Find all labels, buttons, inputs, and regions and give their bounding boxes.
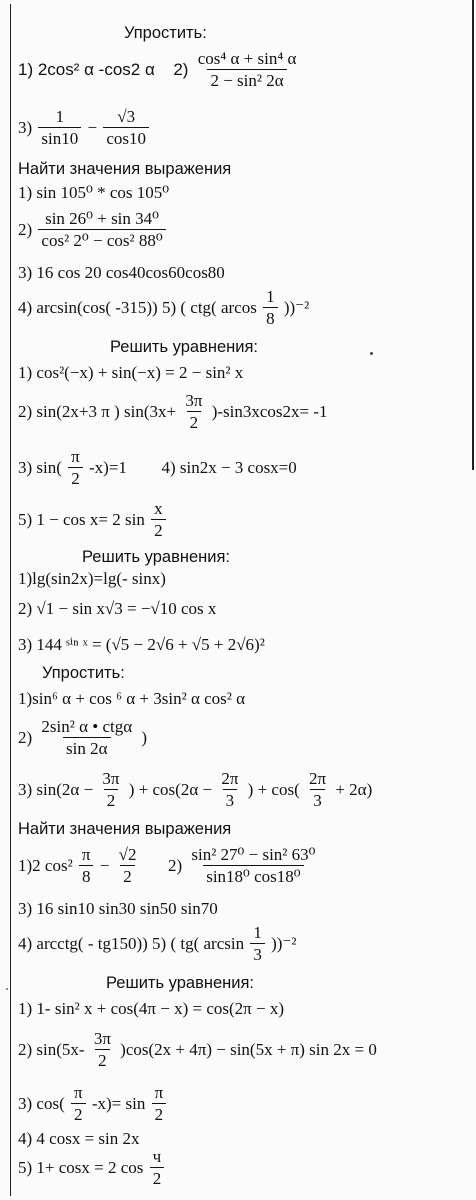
denominator: sin10: [38, 127, 81, 147]
problem-label: 2): [173, 60, 189, 79]
problem-text: ) + cos(: [247, 780, 300, 799]
problem-label: 2): [167, 856, 183, 875]
fraction: [152, 1084, 167, 1123]
numerator: π: [81, 845, 91, 864]
fraction: [195, 50, 300, 89]
problem-text: 3) cos(: [18, 1094, 65, 1113]
denominator: 3: [310, 789, 325, 809]
numerator: 3π: [185, 391, 203, 410]
fraction: [150, 1148, 165, 1187]
problem-text: 5) 1 − cos x= 2 sin: [18, 510, 145, 529]
numerator: π: [154, 1083, 164, 1102]
problem-7-4: 4) 4 cosx = sin 2x: [18, 1129, 140, 1148]
numerator: cos⁴ α + sin⁴ α: [197, 49, 297, 68]
numerator: 2π: [221, 769, 239, 788]
numerator: sin 26⁰ + sin 34⁰: [45, 209, 159, 228]
problem-7-3: [18, 1084, 168, 1123]
denominator: 2 − sin² 2α: [207, 69, 286, 89]
section-heading: Найти значения выражения: [18, 820, 232, 838]
problem-text: 3) sin(2α −: [18, 780, 94, 799]
problem-text: ))⁻²: [271, 934, 297, 953]
numerator: 2sin² α • ctgα: [41, 717, 133, 736]
denominator: 2: [187, 411, 202, 431]
problem-text: 2) sin(2x+3 π ) sin(3x+: [18, 402, 177, 421]
fraction: [38, 210, 165, 249]
denominator: 2: [68, 467, 83, 487]
problem-5-3: [18, 770, 372, 809]
numerator: π: [73, 1083, 83, 1102]
fraction: [103, 108, 149, 147]
problem-text: ): [141, 728, 148, 747]
problem-label: 2): [18, 728, 33, 747]
problem-5-1: 1)sin⁶ α + cos ⁶ α + 3sin² α cos² α: [18, 689, 246, 708]
fraction: [218, 770, 241, 809]
denominator: 2: [95, 1049, 110, 1069]
denominator: 2: [104, 789, 119, 809]
numerator: sin² 27⁰ − sin² 63⁰: [191, 845, 316, 864]
fraction: [38, 108, 81, 147]
fraction: [116, 846, 140, 885]
denominator: 2: [71, 1103, 86, 1123]
fraction: [79, 846, 94, 885]
problem-6-1: [18, 846, 320, 885]
problem-2-2: [18, 210, 168, 249]
numerator: 1: [266, 287, 275, 306]
problem-2-1: 1) sin 105⁰ * cos 105⁰: [18, 183, 170, 202]
problem-label: 3): [18, 118, 33, 137]
problem-3-3: [18, 448, 297, 487]
denominator: 3: [223, 789, 238, 809]
problem-text: −: [99, 856, 110, 875]
problem-text: 1)2 cos²: [18, 856, 73, 875]
fraction: [263, 288, 278, 327]
problem-2-4: [18, 288, 309, 327]
speck-mark: [370, 352, 373, 355]
fraction: [38, 718, 135, 757]
problem-3-2: [18, 392, 328, 431]
problem-6-3: 3) 16 sin10 sin30 sin50 sin70: [18, 899, 218, 918]
problem-text: 1) 2cos² α -cos2 α: [18, 60, 155, 79]
numerator: 1: [253, 923, 262, 942]
section-heading: Решить уравнения:: [110, 338, 258, 356]
problem-1-1: [18, 50, 301, 89]
problem-text: 3) sin(: [18, 458, 62, 477]
numerator: ч: [152, 1147, 162, 1166]
numerator: 1: [55, 107, 65, 126]
fraction: [250, 924, 265, 963]
fraction: [68, 448, 83, 487]
problem-label: 2): [18, 220, 33, 239]
numerator: 2π: [309, 769, 327, 788]
section-heading: Найти значения выражения: [18, 160, 232, 178]
denominator: 2: [120, 865, 135, 885]
problem-4-3: 3) 144 ˢⁱⁿ ˣ = (√5 − 2√6 + √5 + 2√6)²: [18, 635, 265, 654]
denominator: 8: [263, 307, 278, 327]
fraction: [182, 392, 205, 431]
fraction: [306, 770, 329, 809]
problem-text: )-sin3xcos2x= -1: [211, 402, 328, 421]
problem-7-1: 1) 1- sin² x + cos(4π − x) = cos(2π − x): [18, 999, 284, 1018]
problem-text: 4) arcsin(cos( -315)) 5) ( ctg( arcos: [18, 298, 257, 317]
fraction: [91, 1030, 114, 1069]
problem-text: + 2α): [335, 780, 373, 799]
numerator: √2: [118, 845, 137, 864]
denominator: sin 2α: [63, 737, 111, 757]
worksheet-right-border: [472, 0, 474, 470]
numerator: π: [71, 447, 80, 466]
denominator: 2: [152, 1103, 167, 1123]
denominator: 8: [79, 865, 94, 885]
problem-3-1: 1) cos²(−x) + sin(−x) = 2 − sin² x: [18, 363, 244, 382]
fraction: [71, 1084, 86, 1123]
problem-4-1: 1)lg(sin2x)=lg(- sinx): [18, 569, 166, 588]
denominator: 2: [151, 519, 166, 539]
problem-5-2: [18, 718, 147, 757]
numerator: 3π: [102, 769, 120, 788]
problem-text: ) + cos(2α −: [128, 780, 213, 799]
problem-text: -x)=1: [89, 458, 127, 477]
section-heading: Упростить:: [124, 24, 207, 42]
problem-text: )cos(2x + 4π) − sin(5x + π) sin 2x = 0: [120, 1040, 377, 1059]
fraction: [99, 770, 122, 809]
problem-text: 4) sin2x − 3 cosx=0: [161, 458, 297, 477]
fraction: [188, 846, 318, 885]
problem-4-2: 2) √1 − sin x√3 = −√10 cos x: [18, 599, 217, 618]
problem-text: 4) arcctg( - tg150)) 5) ( tg( arcsin: [18, 934, 245, 953]
fraction: [151, 500, 166, 539]
problem-text: ))⁻²: [283, 298, 310, 317]
numerator: √3: [117, 107, 136, 126]
problem-6-4: [18, 924, 297, 963]
problem-text: -x)= sin: [91, 1094, 146, 1113]
speck-mark: [6, 988, 8, 990]
problem-7-2: [18, 1030, 377, 1069]
section-heading: Решить уравнения:: [106, 974, 254, 992]
problem-2-3: 3) 16 cos 20 cos40cos60cos80: [18, 263, 225, 282]
problem-3-5: [18, 500, 168, 539]
numerator: 3π: [93, 1029, 111, 1048]
numerator: x: [154, 499, 163, 518]
section-heading: Решить уравнения:: [82, 548, 230, 566]
denominator: cos² 2⁰ − cos² 88⁰: [38, 229, 165, 249]
denominator: sin18⁰ cos18⁰: [203, 865, 303, 885]
problem-7-5: [18, 1148, 166, 1187]
denominator: 3: [250, 943, 265, 963]
denominator: 2: [150, 1167, 165, 1187]
problem-text: 2) sin(5x-: [18, 1040, 85, 1059]
section-heading: Упростить:: [42, 664, 125, 682]
problem-text: 5) 1+ cosx = 2 cos: [18, 1158, 144, 1177]
problem-1-3: 3) $\frac{1}{\sin 10}$ − $\frac{√3}{\cos 10}$: [18, 108, 151, 147]
denominator: cos10: [103, 127, 149, 147]
